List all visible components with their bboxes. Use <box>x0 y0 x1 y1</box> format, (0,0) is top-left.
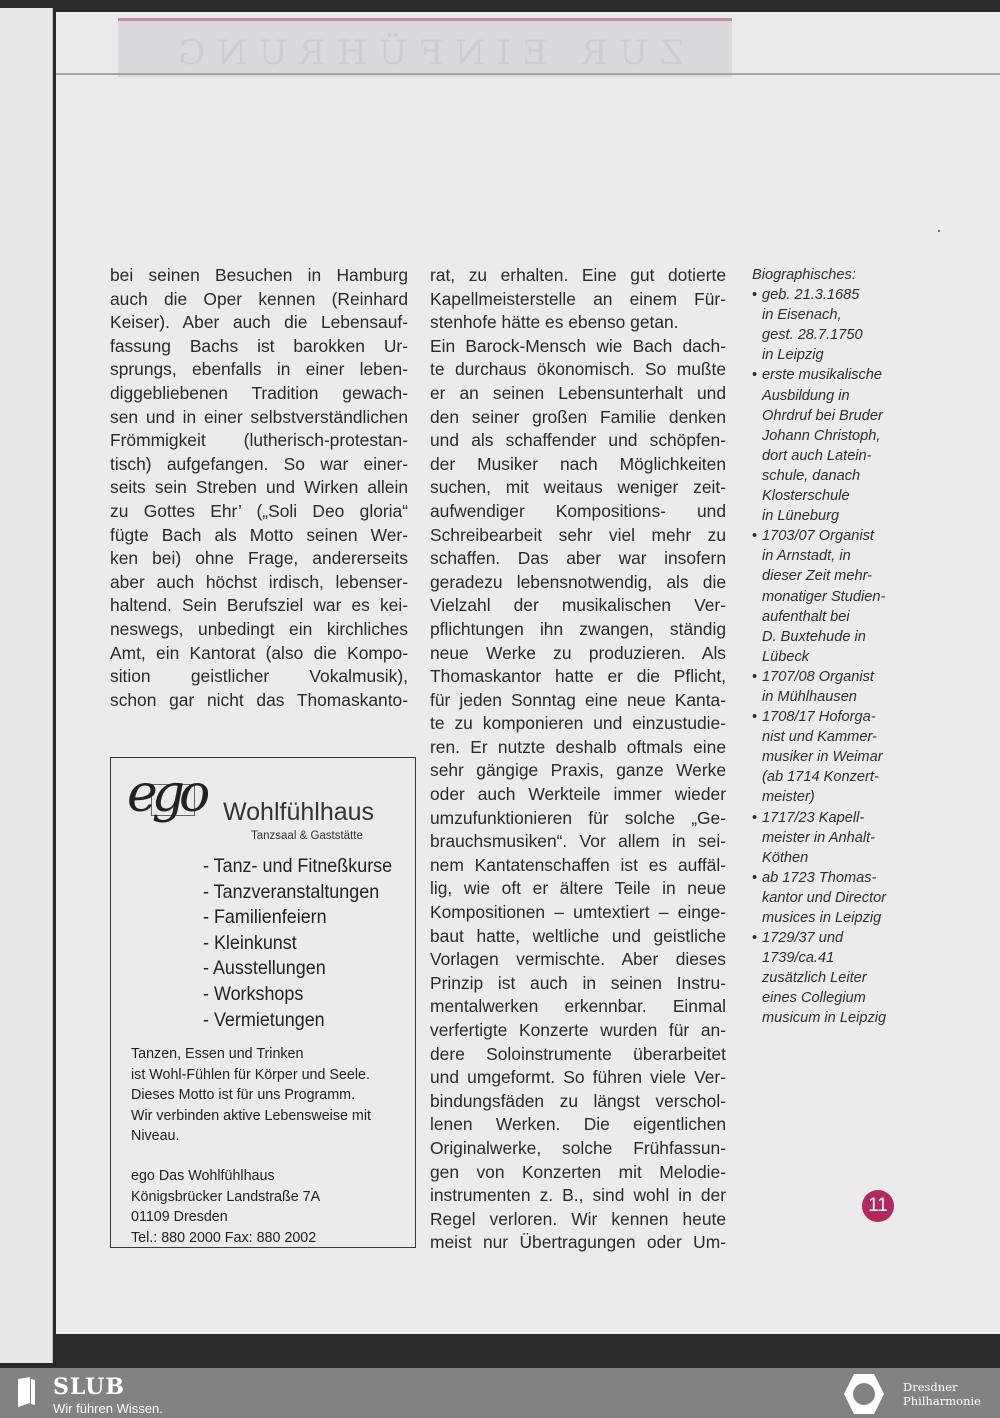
biography-text: monatiger Studien- <box>762 588 886 605</box>
text-line: sen und in einer selbstverständlichen <box>110 406 408 427</box>
text-line: Prinzip ist auch in seinen Instru- <box>430 972 726 993</box>
biography-item-line <box>752 305 902 325</box>
paper-speck <box>938 230 940 232</box>
biography-text: Johann Christoph, <box>762 427 881 444</box>
ad-service-item: - Tanzveranstaltungen <box>203 880 380 903</box>
text-line: brauchsmusiken“. Vor allem in sei- <box>430 831 726 852</box>
biography-item-line <box>752 506 902 526</box>
footer-bar <box>0 1368 1000 1418</box>
text-line: Ein Barock-Mensch wie Bach dach- <box>430 335 726 356</box>
ad-tagline: Tanzsaal & Gaststätte <box>251 830 363 842</box>
text-line: schaffen. Das aber war insofern <box>430 548 726 569</box>
biography-text: eines Collegium <box>762 990 866 1007</box>
text-line: diggebliebenen Tradition gewach- <box>110 382 408 403</box>
ad-address-line: 01109 Dresden <box>131 1209 228 1225</box>
biography-item-line <box>752 607 902 627</box>
biography-text: erste musikalische <box>762 367 883 384</box>
biography-text: meister) <box>762 789 815 806</box>
ad-service-item: - Familienfeiern <box>203 906 327 929</box>
biography-item-line <box>752 928 902 948</box>
ad-services-list <box>203 854 409 1033</box>
biography-item-line <box>752 828 902 848</box>
biography-item-line <box>752 325 902 345</box>
text-line: und umgeformt. So führen viele Ver- <box>430 1067 726 1088</box>
text-line: umzufunktionieren für solche „Ge- <box>430 807 726 828</box>
partner-name-line1: Dresdner <box>903 1380 958 1394</box>
text-line: tisch) aufgefangen. So war einer- <box>110 453 408 474</box>
ego-logo-script: ego <box>127 764 205 824</box>
header-rule <box>56 73 1000 75</box>
biography-text: Ohrdruf bei Bruder <box>762 407 883 424</box>
slub-slogan: Wir führen Wissen. <box>53 1401 163 1416</box>
ad-service-item: - Ausstellungen <box>203 957 326 980</box>
text-line: er an seinen Lebensunterhalt und <box>430 382 726 403</box>
slub-book-icon <box>14 1377 36 1407</box>
biography-text: dort auch Latein- <box>762 447 872 464</box>
ad-text-line: Tanzen, Essen und Trinken <box>131 1046 304 1062</box>
bullet-icon: • <box>752 930 758 947</box>
biography-item-line <box>752 988 902 1008</box>
text-line: Kapellmeisterstelle an einem Für- <box>430 288 726 309</box>
text-line: oder auch Werkteile immer wieder <box>430 784 726 805</box>
slub-logo-title[interactable]: SLUB <box>53 1374 125 1400</box>
biography-item-line <box>752 285 902 305</box>
article-column-2 <box>430 264 726 1255</box>
ego-logo <box>125 764 215 830</box>
biography-text: Ausbildung in <box>762 387 850 404</box>
text-line: lig, wie oft er ältere Teile in neue <box>430 878 726 899</box>
text-line: schon gar nicht das Thomaskanto- <box>110 689 408 710</box>
biography-sidebar <box>752 265 902 1029</box>
text-line: seits sein Streben und Wirken allein <box>110 477 408 498</box>
biography-text: nist und Kammer- <box>762 729 877 746</box>
text-line: der Musiker nach Möglichkeiten <box>430 453 726 474</box>
biography-text: gest. 28.7.1750 <box>762 327 863 344</box>
text-line: rat, zu erhalten. Eine gut dotierte <box>430 265 726 285</box>
biography-item-line <box>752 627 902 647</box>
text-line: aufwendiger Kompositions- und <box>430 500 726 521</box>
biography-text: 1739/ca.41 <box>762 950 835 967</box>
biography-text: 1729/37 und <box>762 930 844 947</box>
biography-item-line <box>752 345 902 365</box>
ad-service-item: - Workshops <box>203 982 304 1005</box>
bullet-icon: • <box>752 869 758 886</box>
text-line: sition geistlicher Vokalmusik), <box>110 666 408 687</box>
header-showthrough-band <box>118 18 732 77</box>
biography-item-line <box>752 1008 902 1028</box>
text-line: pflichtungen ihn zwangen, ständig <box>430 618 726 639</box>
text-line: Regel verloren. Wir kennen heute <box>430 1208 726 1229</box>
biography-text: musiker in Weimar <box>762 749 883 766</box>
biography-text: Köthen <box>762 849 809 866</box>
text-line: ken bei) ohne Frage, andererseits <box>110 548 408 569</box>
biography-item-line <box>752 727 902 747</box>
text-line: lenen Werken. Die eigentlichen <box>430 1114 726 1135</box>
biography-item-line <box>752 486 902 506</box>
text-line: instrumenten z. B., sind wohl in der <box>430 1185 726 1206</box>
header-showthrough-title: ZUR EINFÜHRUNG <box>166 33 684 73</box>
biography-item-line <box>752 888 902 908</box>
text-line: bindungsfäden zu längst verschol- <box>430 1090 726 1111</box>
biography-text: geb. 21.3.1685 <box>762 287 860 304</box>
text-line: für jeden Sonntag eine neue Kanta- <box>430 689 726 710</box>
biography-text: musicum in Leipzig <box>762 1010 887 1027</box>
biography-item-line <box>752 808 902 828</box>
bullet-icon: • <box>752 809 758 826</box>
biography-text: Lübeck <box>762 648 810 665</box>
ad-service-item: - Vermietungen <box>203 1008 325 1031</box>
text-line: baut hatte, weltliche und geistliche <box>430 925 726 946</box>
biography-text: in Mühlhausen <box>762 688 857 705</box>
text-line: sprungs, ebenfalls in einer leben- <box>110 359 408 380</box>
text-line: Originalwerke, solche Frühfassun- <box>430 1137 726 1158</box>
advertisement-wohlfuehlhaus <box>110 757 416 1248</box>
text-line: dere Soloinstrumente überarbeitet <box>430 1043 726 1064</box>
biography-text: D. Buxtehude in <box>762 628 866 645</box>
text-line: te durchaus ökonomisch. So mußte <box>430 359 726 380</box>
page-number-badge: 11 <box>862 1190 894 1222</box>
ad-address-line: Tel.: 880 2000 Fax: 880 2002 <box>131 1229 317 1246</box>
biography-item-line <box>752 948 902 968</box>
ad-service-item: - Kleinkunst <box>203 931 297 954</box>
biography-item-line <box>752 647 902 667</box>
biography-text: dieser Zeit mehr- <box>762 568 873 585</box>
ad-address <box>131 1166 320 1248</box>
ad-brand: Wohlfühlhaus <box>223 798 375 826</box>
biography-text: 1703/07 Organist <box>762 528 874 545</box>
philharmonie-logo-text[interactable] <box>903 1380 981 1408</box>
philharmonie-sunburst-icon <box>842 1372 886 1416</box>
text-line: verfertigte Konzerte wurden für an- <box>430 1020 726 1040</box>
text-line: gen von Konzerten mit Melodie- <box>430 1161 726 1182</box>
ad-text-line: ist Wohl-Fühlen für Körper und Seele. <box>131 1066 370 1083</box>
biography-text: kantor und Director <box>762 889 887 906</box>
bullet-icon: • <box>752 528 758 545</box>
text-line: te zu komponieren und einzustudie- <box>430 713 726 734</box>
partner-name-line2: Philharmonie <box>903 1394 981 1408</box>
text-line: Vielzahl der musikalischen Ver- <box>430 595 726 616</box>
biography-text: meister in Anhalt- <box>762 829 876 846</box>
biography-text: in Leipzig <box>762 347 824 364</box>
text-line: fügte Bach als Motto seinen Wer- <box>110 524 408 545</box>
biography-text: (ab 1714 Konzert- <box>762 769 879 786</box>
biography-item-line <box>752 968 902 988</box>
text-line: mentalwerken erkennbar. Einmal <box>430 996 726 1017</box>
biography-item-line <box>752 787 902 807</box>
text-line: stenhofe hätte es ebenso getan. <box>430 312 679 333</box>
biography-item-line <box>752 687 902 707</box>
ad-service-item: - Tanz- und Fitneßkurse <box>203 855 393 877</box>
biography-text: 1707/08 Organist <box>762 668 874 685</box>
ad-address-line: ego Das Wohlfühlhaus <box>131 1168 275 1184</box>
biography-item-line <box>752 566 902 586</box>
text-line: ren. Er nutzte deshalb oftmals eine <box>430 736 726 757</box>
biography-item-line <box>752 526 902 546</box>
bullet-icon: • <box>752 709 758 726</box>
text-line: und als schaffender und schöpfen- <box>430 430 726 451</box>
biography-item-line <box>752 868 902 888</box>
biography-item-line <box>752 546 902 566</box>
biography-item-line <box>752 667 902 687</box>
text-line: fassung Bachs ist barokken Ur- <box>110 335 408 356</box>
text-line: Amt, ein Kantorat (also die Kompo- <box>110 642 408 663</box>
text-line: Frömmigkeit (lutherisch-protestan- <box>110 430 408 451</box>
facing-page-edge <box>0 8 53 1363</box>
text-line: zu Gottes Ehr’ („Soli Deo gloria“ <box>110 500 408 521</box>
text-line: auch die Oper kennen (Reinhard <box>110 288 408 309</box>
ad-text-line: Niveau. <box>131 1128 180 1144</box>
biography-item-line <box>752 406 902 426</box>
biography-item-line <box>752 466 902 486</box>
biography-item-line <box>752 848 902 868</box>
text-line: Vorlagen vermischte. Aber dieses <box>430 949 726 970</box>
text-line: Kompositionen – umtextiert – einge- <box>430 902 726 923</box>
text-line: Schreibearbeit sehr viel mehr zu <box>430 524 726 545</box>
biography-item-line <box>752 426 902 446</box>
biography-text: Klosterschule <box>762 488 850 505</box>
biography-text: in Lüneburg <box>762 508 840 525</box>
ad-text-line: Wir verbinden aktive Lebensweise mit <box>131 1107 371 1124</box>
biography-text: zusätzlich Leiter <box>762 970 867 987</box>
ad-address-line: Königsbrücker Landstraße 7A <box>131 1188 321 1205</box>
text-line: geradezu lebensnotwendig, als die <box>430 571 726 592</box>
biography-item-line <box>752 767 902 787</box>
text-line: Thomaskantor hatte er die Pflicht, <box>430 666 726 687</box>
ad-text-line: Dieses Motto ist für uns Programm. <box>131 1087 356 1103</box>
biography-text: in Eisenach, <box>762 307 842 324</box>
biography-item-line <box>752 747 902 767</box>
bullet-icon: • <box>752 668 758 685</box>
biography-text: aufenthalt bei <box>762 608 850 625</box>
biography-item-line <box>752 446 902 466</box>
text-line: den seiner großen Familie denken <box>430 406 726 427</box>
biography-title: Biographisches: <box>752 267 856 283</box>
text-line: aber auch höchst irdisch, lebenser- <box>110 571 408 592</box>
biography-text: 1717/23 Kapell- <box>762 809 865 826</box>
biography-text: musices in Leipzig <box>762 910 882 926</box>
biography-text: in Arnstadt, in <box>762 548 851 565</box>
ad-description <box>131 1044 371 1147</box>
text-line: nem Kantatenschaffen ist es auffäl- <box>430 854 726 875</box>
text-line: neswegs, unbedingt ein kirchliches <box>110 618 408 639</box>
text-line: sehr gängige Praxis, ganze Werke <box>430 760 726 781</box>
bullet-icon: • <box>752 287 758 304</box>
biography-item-line <box>752 707 902 727</box>
text-line: neue Werke zu produzieren. Als <box>430 642 726 663</box>
biography-item-line <box>752 365 902 385</box>
biography-item-line <box>752 386 902 406</box>
article-column-1 <box>110 264 408 712</box>
biography-item-line <box>752 587 902 607</box>
biography-text: schule, danach <box>762 467 861 484</box>
biography-text: ab 1723 Thomas- <box>762 869 877 886</box>
biography-item-line <box>752 908 902 928</box>
biography-text: 1708/17 Hoforga- <box>762 709 876 726</box>
text-line: bei seinen Besuchen in Hamburg <box>110 265 408 285</box>
text-line: suchen, mit weitaus weniger zeit- <box>430 477 726 498</box>
text-line: Keiser). Aber auch die Lebensauf- <box>110 312 408 333</box>
text-line: meist nur Übertragungen oder Um- <box>430 1232 726 1253</box>
text-line: haltend. Sein Berufsziel war es kei- <box>110 595 408 616</box>
bullet-icon: • <box>752 367 758 384</box>
